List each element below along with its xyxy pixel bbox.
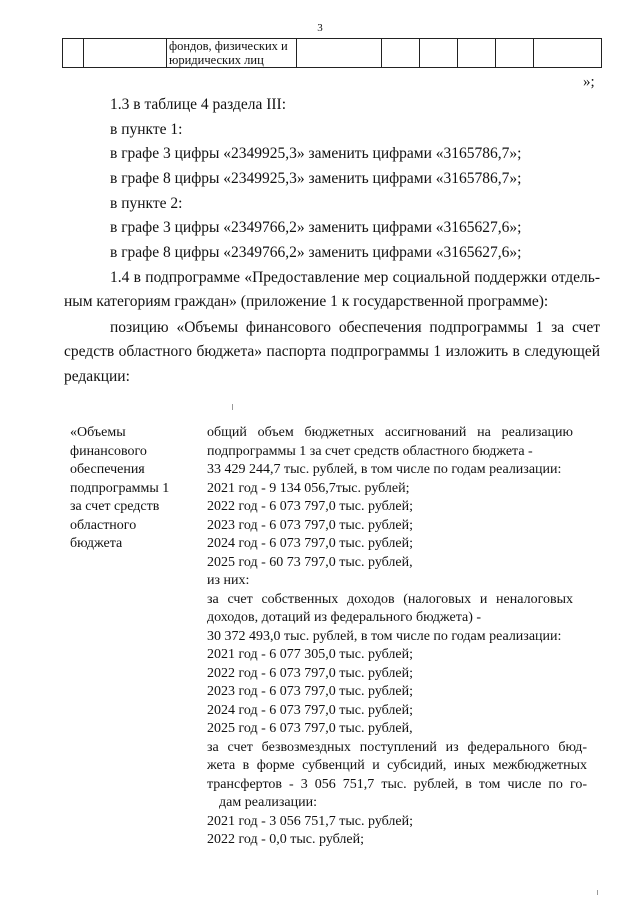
value-line: 2022 год - 6 073 797,0 тыс. рублей; xyxy=(207,499,414,514)
table-cell-line-2: юридических лиц xyxy=(169,53,264,67)
text-line-11: средств областного бюджета» паспорта подпрограммы 1 изложить в следующей xyxy=(64,343,600,360)
value-line: 33 429 244,7 тыс. рублей, в том числе по годам реализации: xyxy=(207,462,562,477)
table-cell xyxy=(420,39,458,68)
label-line: областного xyxy=(70,517,137,533)
table-cell-text xyxy=(167,39,297,68)
table-cell xyxy=(63,39,84,68)
label-line: за счет средств xyxy=(70,499,160,514)
value-line: 2021 год - 3 056 751,7 тыс. рублей; xyxy=(207,813,414,829)
table-cell xyxy=(84,39,167,68)
value-line: 2023 год - 6 073 797,0 тыс. рублей; xyxy=(207,517,414,533)
value-line: 2022 год - 0,0 тыс. рублей; xyxy=(207,832,365,847)
value-line: 2021 год - 6 077 305,0 тыс. рублей; xyxy=(207,647,414,662)
passport-value-column xyxy=(207,424,607,850)
value-line: дам реализации: xyxy=(219,795,318,810)
scan-mark xyxy=(232,404,233,410)
text-line-1: 1.3 в таблице 4 раздела III: xyxy=(110,96,287,113)
quote-close: »; xyxy=(583,74,595,90)
label-line: «Объемы xyxy=(70,425,126,440)
value-line: 2025 год - 6 073 797,0 тыс. рублей, xyxy=(207,721,413,736)
table-cell xyxy=(458,39,496,68)
table-fragment xyxy=(62,38,602,68)
table-cell xyxy=(297,39,382,68)
text-line-5: в пункте 2: xyxy=(110,195,183,212)
text-line-10: позицию «Объемы финансового обеспечения подпрограммы 1 за счет xyxy=(110,319,600,336)
value-line: за счет собственных доходов (налоговых и неналоговых xyxy=(207,591,573,607)
text-line-7: в графе 8 цифры «2349766,2» заменить цифрами «3165627,6»; xyxy=(110,244,522,261)
label-line: обеспечения xyxy=(70,462,145,477)
table-row xyxy=(63,39,602,68)
label-line: бюджета xyxy=(70,536,123,551)
value-line: 2022 год - 6 073 797,0 тыс. рублей; xyxy=(207,665,414,681)
value-line: за счет безвозмездных поступлений из федерального бюд- xyxy=(207,739,587,755)
value-line: жета в форме субвенций и субсидий, иных межбюджетных xyxy=(207,758,587,773)
value-line: 30 372 493,0 тыс. рублей, в том числе по годам реализации: xyxy=(207,628,562,644)
table-cell xyxy=(534,39,602,68)
value-line: 2025 год - 60 73 797,0 тыс. рублей, xyxy=(207,554,413,570)
scan-mark xyxy=(597,890,598,895)
label-line: подпрограммы 1 xyxy=(70,480,170,496)
value-line: трансфертов - 3 056 751,7 тыс. рублей, в том числе по го- xyxy=(207,776,587,792)
value-line: из них: xyxy=(207,573,250,588)
label-line: финансового xyxy=(70,443,147,459)
text-line-9: ным категориям граждан» (приложение 1 к государственной программе): xyxy=(64,293,549,310)
value-line: подпрограммы 1 за счет средств областного бюджета - xyxy=(207,443,533,459)
value-line: 2023 год - 6 073 797,0 тыс. рублей; xyxy=(207,684,414,699)
value-line: доходов, дотаций из федерального бюджета) - xyxy=(207,610,482,625)
page-number: 3 xyxy=(317,22,323,34)
table-cell-line-1: фондов, физических и xyxy=(169,39,288,53)
text-line-4: в графе 8 цифры «2349925,3» заменить цифрами «3165786,7»; xyxy=(110,170,522,187)
text-line-8: 1.4 в подпрограмме «Предоставление мер социальной поддержки отдель- xyxy=(110,269,600,286)
text-line-3: в графе 3 цифры «2349925,3» заменить цифрами «3165786,7»; xyxy=(110,145,522,162)
text-line-12: редакции: xyxy=(64,368,130,385)
text-line-6: в графе 3 цифры «2349766,2» заменить цифрами «3165627,6»; xyxy=(110,219,522,236)
value-line: 2024 год - 6 073 797,0 тыс. рублей; xyxy=(207,702,414,718)
value-line: общий объем бюджетных ассигнований на реализацию xyxy=(207,425,573,440)
table-cell xyxy=(496,39,534,68)
text-line-2: в пункте 1: xyxy=(110,121,183,138)
value-line: 2024 год - 6 073 797,0 тыс. рублей; xyxy=(207,536,414,551)
table-cell xyxy=(382,39,420,68)
passport-label-column xyxy=(70,424,169,554)
value-line: 2021 год - 9 134 056,7тыс. рублей; xyxy=(207,480,410,496)
